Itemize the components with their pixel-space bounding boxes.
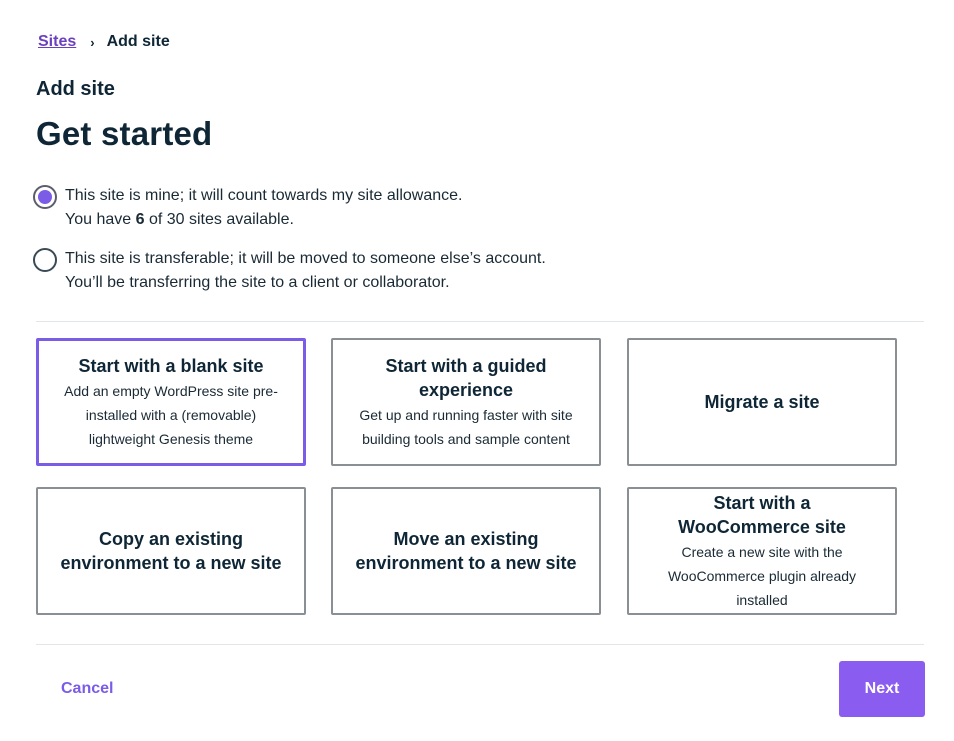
card-title: Start with a blank site xyxy=(78,355,264,376)
radio-option-transferable-text xyxy=(65,247,546,295)
card-woocommerce-site[interactable] xyxy=(627,487,897,615)
radio-option-transferable-line2: You’ll be transferring the site to a client or collaborator. xyxy=(65,274,450,291)
radio-button-mine[interactable] xyxy=(33,185,57,209)
card-title: Copy an existing environment to a new site xyxy=(60,529,282,573)
page-title: Get started xyxy=(36,115,213,152)
allowance-count: 6 xyxy=(135,211,145,228)
card-title: Move an existing environment to a new site xyxy=(355,529,577,573)
breadcrumb-link-sites[interactable]: Sites xyxy=(38,33,77,50)
divider-top xyxy=(36,321,924,322)
allowance-prefix: You have xyxy=(65,211,136,228)
breadcrumb xyxy=(38,33,170,51)
next-button[interactable]: Next xyxy=(839,661,925,717)
card-description: Add an empty WordPress site pre-installed with a (removable) lightweight Genesis theme xyxy=(64,382,278,447)
card-migrate-site[interactable] xyxy=(627,338,897,466)
card-blank-site[interactable] xyxy=(36,338,306,466)
allowance-suffix: of 30 sites available. xyxy=(144,211,294,228)
radio-option-mine-line2 xyxy=(65,208,462,232)
radio-option-transferable-line1: This site is transferable; it will be moved to someone else’s account. xyxy=(65,250,546,267)
card-description: Create a new site with the WooCommerce plugin already installed xyxy=(667,543,857,608)
card-title: Start with a guided experience xyxy=(385,355,547,400)
section-label: Add site xyxy=(36,78,115,100)
card-description: Get up and running faster with site building tools and sample content xyxy=(359,406,573,447)
radio-selected-dot xyxy=(38,190,52,204)
radio-button-transferable[interactable] xyxy=(33,248,57,272)
breadcrumb-current: Add site xyxy=(106,33,170,50)
card-title: Migrate a site xyxy=(704,392,820,412)
card-copy-environment[interactable] xyxy=(36,487,306,615)
chevron-right-icon: › xyxy=(90,34,95,50)
card-title: Start with a WooCommerce site xyxy=(678,492,846,537)
divider-bottom xyxy=(36,644,924,645)
radio-option-mine-line1: This site is mine; it will count towards my site allowance. xyxy=(65,187,463,204)
cancel-button[interactable]: Cancel xyxy=(61,680,114,697)
card-move-environment[interactable] xyxy=(331,487,601,615)
radio-option-transferable[interactable] xyxy=(33,247,546,295)
card-guided-experience[interactable] xyxy=(331,338,601,466)
radio-option-mine-text xyxy=(65,184,462,232)
radio-option-mine[interactable] xyxy=(33,184,462,232)
